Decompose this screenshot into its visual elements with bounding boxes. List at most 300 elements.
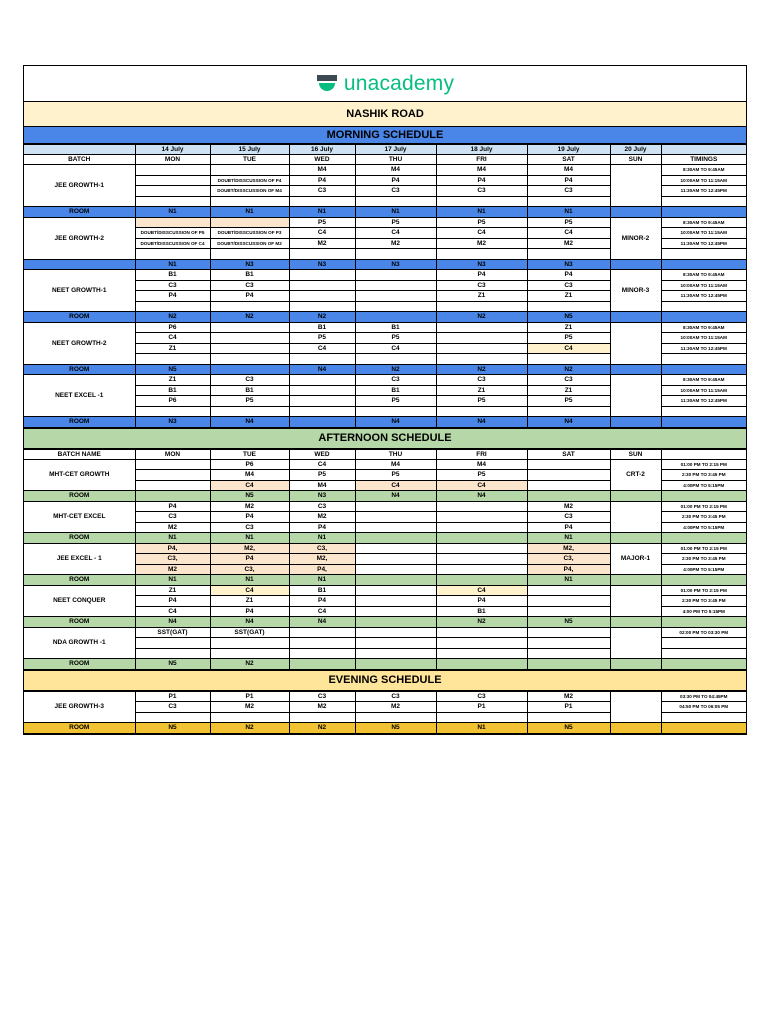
session-cell: M2, [210, 543, 289, 554]
sunday-cell [610, 627, 661, 659]
room-cell: N1 [527, 207, 610, 218]
timing-cell: 4:00PM TO 5:15PM [661, 564, 746, 575]
session-cell: M4 [289, 165, 355, 176]
session-cell [289, 291, 355, 302]
session-cell: C3 [135, 702, 210, 713]
session-cell: M2 [527, 501, 610, 512]
timing-cell: 11:30AM TO 12:45PM [661, 186, 746, 197]
room-cell: N1 [135, 533, 210, 544]
session-cell [527, 354, 610, 365]
room-cell: ROOM [24, 207, 135, 218]
room-cell [661, 364, 746, 375]
session-cell: P4 [355, 175, 436, 186]
session-cell: DOUBT/DISSCUSSION OF M2 [210, 238, 289, 249]
room-cell [610, 312, 661, 323]
room-cell: N1 [289, 533, 355, 544]
session-cell: C3 [289, 501, 355, 512]
header-cell: FRI [436, 449, 527, 459]
session-cell [527, 196, 610, 207]
batch-name: MHT-CET EXCEL [24, 501, 135, 533]
logo-row [24, 66, 746, 102]
session-cell: Z1 [135, 375, 210, 386]
room-row [24, 417, 746, 428]
room-row [24, 533, 746, 544]
timing-cell: 8:30AM TO 9:45AM [661, 322, 746, 333]
header-cell: FRI [436, 155, 527, 165]
session-cell: C3 [527, 512, 610, 523]
session-cell [135, 165, 210, 176]
session-cell: P4 [289, 175, 355, 186]
timing-cell [661, 249, 746, 260]
timing-cell: 11:30AM TO 12:45PM [661, 291, 746, 302]
unacademy-logo [316, 72, 454, 96]
session-cell [289, 638, 355, 649]
timing-cell: 8:30AM TO 9:45AM [661, 165, 746, 176]
header-cell: SUN [610, 449, 661, 459]
session-cell: M2 [436, 238, 527, 249]
session-cell: P1 [210, 691, 289, 702]
session-cell [355, 596, 436, 607]
session-cell [135, 712, 210, 723]
session-cell: C3 [436, 691, 527, 702]
timing-cell: 8:30AM TO 9:45AM [661, 270, 746, 281]
session-cell: P5 [355, 333, 436, 344]
room-cell: N2 [436, 617, 527, 628]
afternoon-schedule-title: AFTERNOON SCHEDULE [24, 428, 746, 449]
session-cell [436, 543, 527, 554]
column-header-row [24, 155, 746, 165]
session-cell [210, 249, 289, 260]
timing-cell: 11:30AM TO 12:45PM [661, 396, 746, 407]
session-cell: B1 [210, 385, 289, 396]
session-cell: P4 [210, 512, 289, 523]
room-cell: N4 [135, 617, 210, 628]
session-cell [436, 322, 527, 333]
room-cell: N1 [210, 575, 289, 586]
session-cell: P4 [289, 522, 355, 533]
session-cell: M2, [289, 554, 355, 565]
session-cell [289, 385, 355, 396]
session-cell [527, 712, 610, 723]
room-cell [210, 364, 289, 375]
room-cell: N5 [135, 364, 210, 375]
session-cell: M4 [436, 459, 527, 470]
timing-cell: 01:00 PM TO 2:15 PM [661, 543, 746, 554]
session-cell: C4 [289, 343, 355, 354]
session-cell: C3, [135, 554, 210, 565]
session-cell: C3 [527, 186, 610, 197]
header-cell: MON [135, 155, 210, 165]
session-cell [355, 291, 436, 302]
room-cell: ROOM [24, 312, 135, 323]
session-cell [135, 301, 210, 312]
session-cell [436, 343, 527, 354]
session-cell [210, 354, 289, 365]
room-cell: ROOM [24, 723, 135, 734]
room-cell [661, 723, 746, 734]
session-cell: C4 [289, 459, 355, 470]
session-cell [436, 522, 527, 533]
header-cell: MON [135, 449, 210, 459]
session-cell: P4 [135, 291, 210, 302]
session-cell: C3 [135, 512, 210, 523]
timing-cell: 03:30 PM TO 04:45PM [661, 691, 746, 702]
session-cell [355, 712, 436, 723]
session-cell [289, 301, 355, 312]
session-cell [527, 596, 610, 607]
timing-cell: 01:00 PM TO 2:15 PM [661, 459, 746, 470]
column-header-row [24, 449, 746, 459]
session-cell [289, 249, 355, 260]
room-cell: N5 [527, 312, 610, 323]
session-cell: C4 [135, 606, 210, 617]
evening-schedule-title: EVENING SCHEDULE [24, 670, 746, 691]
room-cell [610, 207, 661, 218]
header-cell: 15 July [210, 145, 289, 155]
room-cell: N2 [210, 723, 289, 734]
header-cell [24, 145, 135, 155]
sunday-cell [610, 322, 661, 364]
session-cell [210, 648, 289, 659]
header-cell: WED [289, 449, 355, 459]
room-row [24, 259, 746, 270]
session-cell: P5 [289, 333, 355, 344]
room-cell: ROOM [24, 533, 135, 544]
sunday-cell: MAJOR-1 [610, 543, 661, 575]
session-cell: M4 [210, 470, 289, 481]
timing-cell: 8:30AM TO 9:45AM [661, 217, 746, 228]
room-cell [436, 575, 527, 586]
room-cell: N4 [289, 617, 355, 628]
session-cell: M2 [135, 522, 210, 533]
timing-cell: 10:00AM TO 11:15AM [661, 175, 746, 186]
room-cell [610, 723, 661, 734]
timing-cell [661, 638, 746, 649]
session-cell: P4 [436, 270, 527, 281]
session-cell [527, 480, 610, 491]
session-cell: SST(GAT) [210, 627, 289, 638]
session-cell [289, 270, 355, 281]
session-cell: C3 [289, 691, 355, 702]
session-cell [135, 638, 210, 649]
room-cell: ROOM [24, 617, 135, 628]
session-cell [527, 406, 610, 417]
session-cell: P5 [527, 396, 610, 407]
room-cell [289, 659, 355, 670]
session-cell: DOUBT/DISSCUSSION OF C4 [135, 238, 210, 249]
session-cell [527, 301, 610, 312]
session-cell: B1 [436, 606, 527, 617]
room-cell: N1 [436, 207, 527, 218]
schedule-row [24, 691, 746, 702]
room-cell: N2 [135, 312, 210, 323]
session-cell: P4 [289, 596, 355, 607]
session-cell: M2 [289, 512, 355, 523]
session-cell [210, 406, 289, 417]
header-cell: 17 July [355, 145, 436, 155]
session-cell [436, 648, 527, 659]
room-cell: N1 [135, 259, 210, 270]
session-cell [210, 165, 289, 176]
morning-schedule-title: MORNING SCHEDULE [24, 127, 746, 144]
room-cell: ROOM [24, 575, 135, 586]
session-cell: P5 [289, 217, 355, 228]
header-cell: BATCH [24, 155, 135, 165]
session-cell [355, 627, 436, 638]
room-cell: N3 [355, 259, 436, 270]
room-cell [610, 364, 661, 375]
timing-cell: 10:00AM TO 11:15AM [661, 333, 746, 344]
schedule-row [24, 543, 746, 554]
room-cell [661, 617, 746, 628]
session-cell: P5 [355, 217, 436, 228]
session-cell [355, 512, 436, 523]
session-cell: P5 [436, 470, 527, 481]
session-cell [289, 627, 355, 638]
session-cell: C3, [210, 564, 289, 575]
session-cell [355, 554, 436, 565]
sunday-cell: CRT-2 [610, 459, 661, 491]
timing-cell [661, 712, 746, 723]
session-cell: P4 [527, 270, 610, 281]
header-cell: 18 July [436, 145, 527, 155]
schedule-row [24, 322, 746, 333]
session-cell [527, 627, 610, 638]
session-cell [135, 249, 210, 260]
schedule-row [24, 501, 746, 512]
room-cell [610, 659, 661, 670]
session-cell [135, 480, 210, 491]
room-cell [661, 207, 746, 218]
room-cell [135, 491, 210, 502]
session-cell: Z1 [436, 385, 527, 396]
room-cell [610, 617, 661, 628]
schedule-row [24, 627, 746, 638]
session-cell [135, 354, 210, 365]
session-cell: Z1 [135, 585, 210, 596]
room-cell: ROOM [24, 417, 135, 428]
room-cell: N3 [289, 259, 355, 270]
room-cell [661, 533, 746, 544]
header-cell: 16 July [289, 145, 355, 155]
session-cell [436, 638, 527, 649]
room-cell [527, 659, 610, 670]
session-cell: C3 [527, 280, 610, 291]
session-cell [355, 196, 436, 207]
session-cell [527, 585, 610, 596]
timing-cell: 2:30 PM TO 3:45 PM [661, 512, 746, 523]
room-row [24, 659, 746, 670]
timing-cell: 2:30 PM TO 3:45 PM [661, 470, 746, 481]
timing-cell [661, 301, 746, 312]
room-cell [355, 617, 436, 628]
batch-name: NDA GROWTH -1 [24, 627, 135, 659]
timing-cell: 8:30AM TO 9:45AM [661, 375, 746, 386]
session-cell [436, 354, 527, 365]
session-cell [289, 712, 355, 723]
session-cell [135, 175, 210, 186]
session-cell: SST(GAT) [135, 627, 210, 638]
session-cell: B1 [355, 322, 436, 333]
room-row [24, 723, 746, 734]
room-cell: ROOM [24, 659, 135, 670]
session-cell: P5 [527, 333, 610, 344]
session-cell: C3 [436, 186, 527, 197]
session-cell: C4 [135, 333, 210, 344]
room-cell: N4 [436, 417, 527, 428]
timing-cell: 10:00AM TO 11:15AM [661, 385, 746, 396]
header-cell: 14 July [135, 145, 210, 155]
session-cell: Z1 [527, 385, 610, 396]
session-cell [135, 459, 210, 470]
session-cell: Z1 [210, 596, 289, 607]
session-cell: P4 [436, 175, 527, 186]
timing-cell [661, 406, 746, 417]
header-cell [661, 449, 746, 459]
room-cell [24, 259, 135, 270]
schedule-sheet [23, 65, 747, 735]
room-cell: N2 [355, 364, 436, 375]
batch-name: NEET GROWTH-1 [24, 270, 135, 312]
session-cell [135, 196, 210, 207]
session-cell [527, 470, 610, 481]
date-header-row [24, 145, 746, 155]
session-cell: C3, [527, 554, 610, 565]
session-cell: DOUBT/DISSCUSSION OF P4 [210, 175, 289, 186]
session-cell [289, 406, 355, 417]
room-cell [527, 491, 610, 502]
session-cell: B1 [135, 270, 210, 281]
session-cell: P1 [436, 702, 527, 713]
timing-cell: 01:00 PM TO 2:15 PM [661, 585, 746, 596]
session-cell: C4 [436, 228, 527, 239]
session-cell [289, 354, 355, 365]
room-cell [610, 417, 661, 428]
session-cell: P5 [355, 470, 436, 481]
session-cell [289, 648, 355, 659]
session-cell [436, 406, 527, 417]
session-cell: P5 [436, 396, 527, 407]
session-cell: C3 [210, 522, 289, 533]
session-cell: P4 [436, 596, 527, 607]
room-cell: N1 [289, 207, 355, 218]
session-cell: C3 [289, 186, 355, 197]
session-cell: C3 [436, 280, 527, 291]
batch-name: NEET CONQUER [24, 585, 135, 617]
room-cell: N1 [135, 575, 210, 586]
room-cell: N2 [436, 312, 527, 323]
timing-cell: 04:50 PM TO 06:05 PM [661, 702, 746, 713]
session-cell: C4 [527, 228, 610, 239]
room-cell [661, 659, 746, 670]
room-cell [610, 575, 661, 586]
session-cell [436, 301, 527, 312]
room-cell: N1 [527, 533, 610, 544]
session-cell [210, 333, 289, 344]
room-cell: N2 [436, 364, 527, 375]
afternoon-schedule-table [24, 449, 746, 670]
room-cell: N3 [210, 259, 289, 270]
sunday-cell: MINOR-2 [610, 217, 661, 259]
session-cell: Z1 [527, 322, 610, 333]
room-cell: N1 [289, 575, 355, 586]
session-cell: C4 [289, 228, 355, 239]
batch-name: MHT-CET GROWTH [24, 459, 135, 491]
room-row [24, 312, 746, 323]
session-cell: C3 [210, 280, 289, 291]
room-cell [436, 533, 527, 544]
timing-cell: 11:30AM TO 12:45PM [661, 238, 746, 249]
session-cell: M2 [135, 564, 210, 575]
room-cell: N5 [355, 723, 436, 734]
timing-cell: 2:30 PM TO 3:45 PM [661, 596, 746, 607]
schedule-row [24, 375, 746, 386]
session-cell: C3 [355, 186, 436, 197]
session-cell [289, 396, 355, 407]
room-row [24, 207, 746, 218]
room-cell: N3 [436, 259, 527, 270]
session-cell: M2 [527, 238, 610, 249]
session-cell [355, 301, 436, 312]
session-cell [436, 712, 527, 723]
room-cell: N5 [210, 491, 289, 502]
session-cell [210, 196, 289, 207]
session-cell [355, 354, 436, 365]
session-cell [355, 522, 436, 533]
session-cell: Z1 [527, 291, 610, 302]
session-cell [355, 270, 436, 281]
batch-name: JEE GROWTH-1 [24, 165, 135, 207]
session-cell: C4 [289, 606, 355, 617]
room-cell [610, 533, 661, 544]
room-cell: N4 [436, 491, 527, 502]
session-cell: P4 [527, 522, 610, 533]
session-cell: M2, [527, 543, 610, 554]
session-cell: M2 [210, 702, 289, 713]
session-cell [436, 512, 527, 523]
room-cell: N2 [527, 364, 610, 375]
room-cell: N4 [210, 617, 289, 628]
session-cell [436, 554, 527, 565]
session-cell: P1 [527, 702, 610, 713]
session-cell: P4, [527, 564, 610, 575]
session-cell [527, 459, 610, 470]
session-cell [436, 333, 527, 344]
session-cell: C3 [355, 375, 436, 386]
session-cell: C3 [436, 375, 527, 386]
timing-cell: 10:00AM TO 11:15AM [661, 228, 746, 239]
room-row [24, 575, 746, 586]
session-cell [436, 249, 527, 260]
session-cell: Z1 [135, 343, 210, 354]
room-cell: N4 [355, 417, 436, 428]
batch-name: JEE GROWTH-3 [24, 691, 135, 723]
session-cell: P4, [289, 564, 355, 575]
session-cell: C4 [436, 585, 527, 596]
session-cell: P6 [210, 459, 289, 470]
session-cell [289, 196, 355, 207]
session-cell: C4 [436, 480, 527, 491]
session-cell: M2 [355, 238, 436, 249]
session-cell [355, 501, 436, 512]
header-cell: 19 July [527, 145, 610, 155]
room-cell [661, 312, 746, 323]
sunday-cell [610, 501, 661, 533]
session-cell [355, 638, 436, 649]
session-cell [436, 501, 527, 512]
session-cell: M2 [289, 702, 355, 713]
session-cell: M2 [527, 691, 610, 702]
